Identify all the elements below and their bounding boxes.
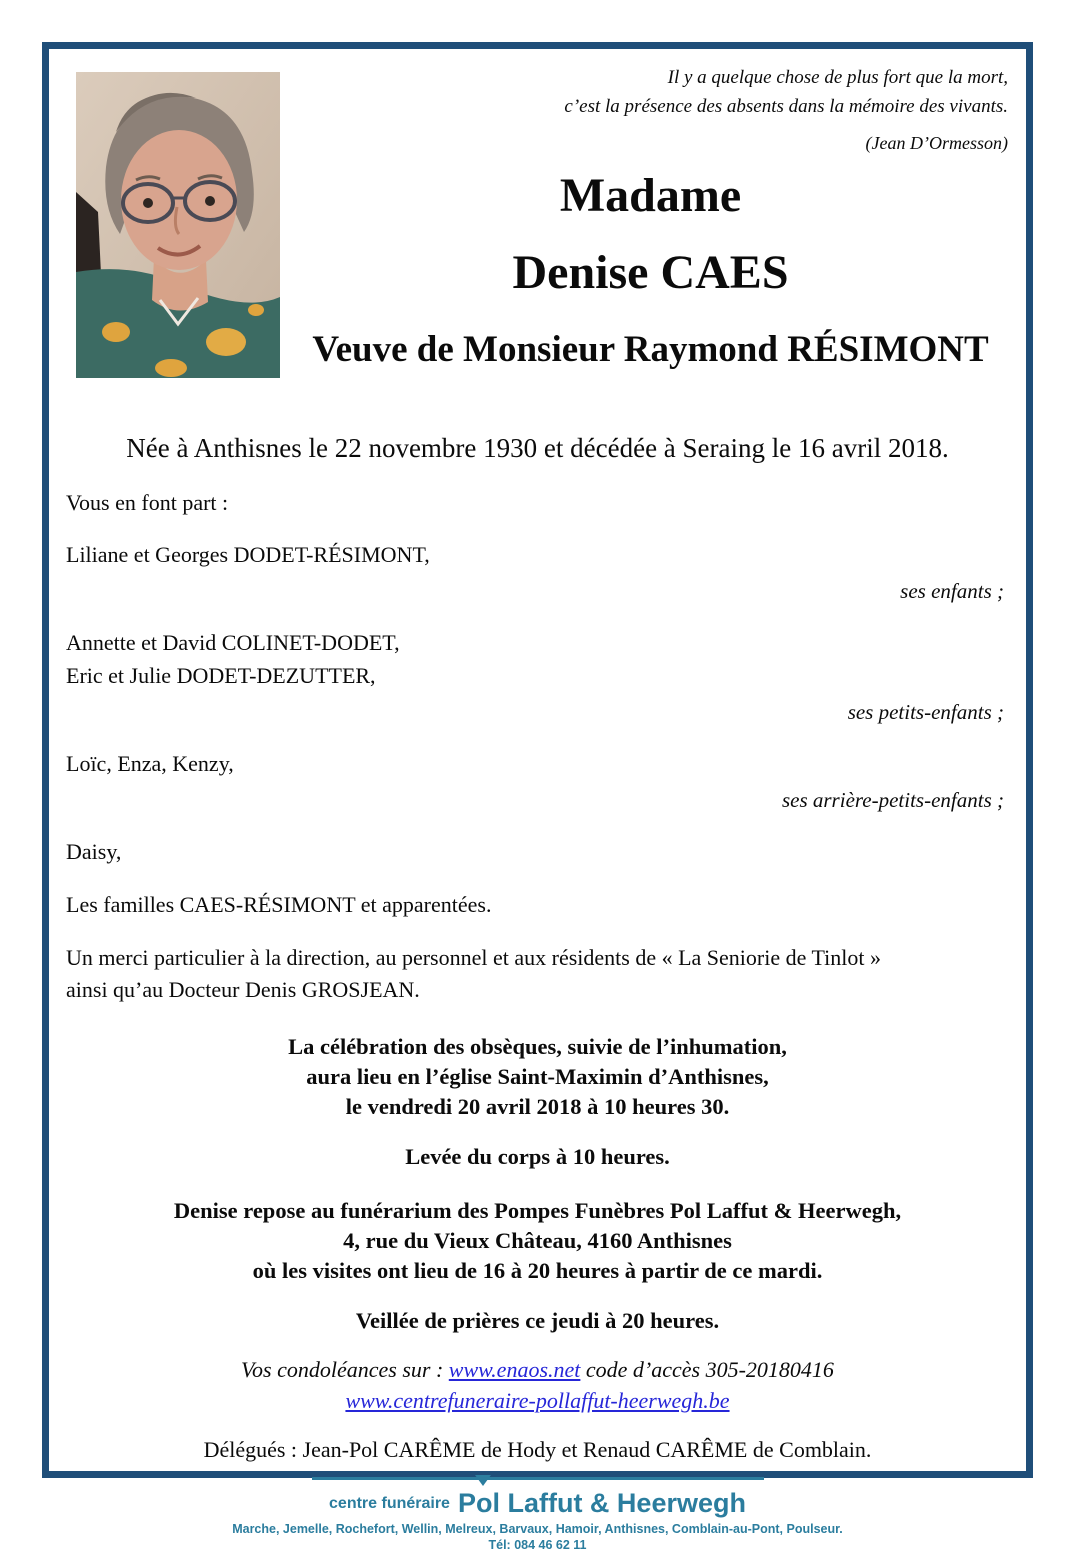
condolences-prefix: Vos condoléances sur : xyxy=(241,1357,449,1382)
footer-logo xyxy=(49,1477,1026,1552)
portrait-illustration xyxy=(76,72,280,378)
condolences-block xyxy=(49,1354,1026,1416)
families-line: Les familles CAES-RÉSIMONT et apparentées. xyxy=(66,892,492,917)
card-content xyxy=(49,49,1026,1552)
repose-line-1: Denise repose au funérarium des Pompes Funèbres Pol Laffut & Heerwegh, xyxy=(173,1198,902,1223)
repose-block xyxy=(49,1196,1026,1286)
epigraph-line-2: c’est la présence des absents dans la mémoire des vivants. xyxy=(564,96,1008,117)
thanks-line-1: Un merci particulier à la direction, au personnel et aux résidents de « La Seniorie de Tinlot » xyxy=(66,945,881,970)
funeral-line-1: La célébration des obsèques, suivie de l’inhumation, xyxy=(288,1034,787,1059)
veillee-line: Veillée de prières ce jeudi à 20 heures. xyxy=(355,1308,720,1333)
repose-line-3: où les visites ont lieu de 16 à 20 heures à partir de ce mardi. xyxy=(252,1258,823,1283)
family-name-line: Daisy, xyxy=(66,839,122,864)
salutation-title: Madame xyxy=(559,169,742,222)
triangle-icon xyxy=(475,1475,491,1486)
funeral-line-3: le vendredi 20 avril 2018 à 10 heures 30. xyxy=(345,1094,730,1119)
family-name-line: Liliane et Georges DODET-RÉSIMONT, xyxy=(66,542,430,567)
thanks-line-2: ainsi qu’au Docteur Denis GROSJEAN. xyxy=(66,977,420,1002)
funeral-line-2: aura lieu en l’église Saint-Maximin d’Anthisnes, xyxy=(306,1064,769,1089)
link-centrefuneraire[interactable]: www.centrefuneraire-pollaffut-heerwegh.be xyxy=(345,1388,730,1413)
header xyxy=(49,49,1026,409)
epigraph-attribution: (Jean D’Ormesson) xyxy=(865,133,1008,153)
family-name-lines xyxy=(66,626,1010,692)
condolences-suffix: code d’accès 305-20180416 xyxy=(580,1357,834,1382)
footer-brand-name: Pol Laffut & Heerwegh xyxy=(457,1488,746,1518)
delegates-line: Délégués : Jean-Pol CARÊME de Hody et Renaud CARÊME de Comblain. xyxy=(203,1437,872,1462)
widow-line: Veuve de Monsieur Raymond RÉSIMONT xyxy=(312,329,989,370)
link-enaos[interactable]: www.enaos.net xyxy=(448,1357,581,1382)
footer-locations: Marche, Jemelle, Rochefort, Wellin, Melreux, Barvaux, Hamoir, Anthisnes, Comblain-au-Pont, Poulseur. xyxy=(232,1522,843,1536)
announcement-body xyxy=(49,490,1026,1006)
relation-label-great-grandchildren: ses arrière-petits-enfants ; xyxy=(781,788,1004,812)
footer-phone: Tél: 084 46 62 11 xyxy=(488,1538,587,1552)
portrait-photo xyxy=(76,72,280,378)
family-name-line: Loïc, Enza, Kenzy, xyxy=(66,751,234,776)
title-block xyxy=(275,168,1026,371)
thanks-paragraph xyxy=(66,942,1010,1006)
deceased-name: Denise CAES xyxy=(512,246,789,299)
announcement-intro: Vous en font part : xyxy=(66,490,229,515)
footer-brand-prefix: centre funéraire xyxy=(329,1495,450,1512)
funeral-service-block xyxy=(49,1032,1026,1122)
footer-rule xyxy=(312,1477,764,1480)
birth-death-line: Née à Anthisnes le 22 novembre 1930 et décédée à Seraing le 16 avril 2018. xyxy=(126,433,949,463)
epigraph-line-1: Il y a quelque chose de plus fort que la mort, xyxy=(667,67,1008,88)
epigraph xyxy=(275,49,1026,121)
relation-label-grandchildren: ses petits-enfants ; xyxy=(847,700,1004,724)
family-name-line: Annette et David COLINET-DODET, xyxy=(66,630,400,655)
header-right xyxy=(275,49,1026,371)
footer-brand xyxy=(329,1488,746,1519)
relation-label-children: ses enfants ; xyxy=(900,579,1004,603)
family-name-line: Eric et Julie DODET-DEZUTTER, xyxy=(66,663,376,688)
repose-line-2: 4, rue du Vieux Château, 4160 Anthisnes xyxy=(343,1228,732,1253)
levee-line: Levée du corps à 10 heures. xyxy=(405,1144,670,1169)
